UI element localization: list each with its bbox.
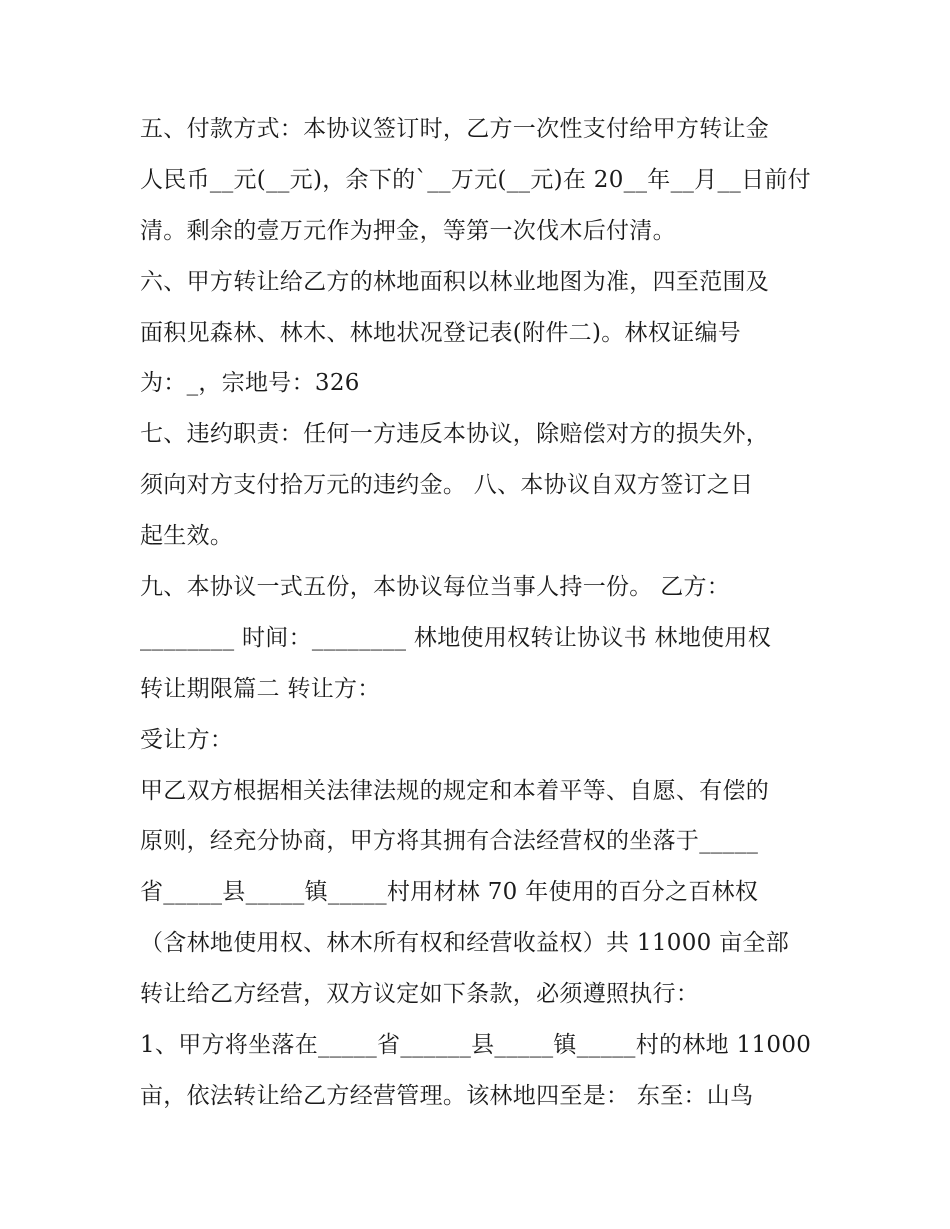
text-line: 六、甲方转让给乙方的林地面积以林业地图为准，四至范围及 (140, 268, 770, 295)
text-line: 受让方： (140, 726, 234, 753)
text-line: 转让期限篇二 转让方： (140, 675, 381, 702)
text-line: 1、甲方将坐落在_____省______县_____镇_____村的林地 11000 (140, 1032, 812, 1059)
text-line: ________ 时间：________ 林地使用权转让协议书 林地使用权 (140, 624, 772, 651)
text-line: 九、本协议一式五份，本协议每位当事人持一份。 乙方： (140, 574, 731, 601)
text-line: 起生效。 (140, 523, 234, 550)
text-line: 须向对方支付拾万元的违约金。 八、本协议自双方签订之日 (140, 472, 754, 499)
text-line: 省_____县_____镇_____村用材林 70 年使用的百分之百林权 (140, 879, 759, 906)
text-line: 人民币__元(__元)，余下的`__万元(__元)在 20__年__月__日前付 (140, 166, 811, 193)
text-line: 为：_，宗地号：326 (140, 370, 360, 397)
text-line: 面积见森林、林木、林地状况登记表(附件二)。林权证编号 (140, 319, 742, 346)
text-line: 清。剩余的壹万元作为押金，等第一次伐木后付清。 (140, 217, 676, 244)
text-line: 转让给乙方经营，双方议定如下条款，必须遵照执行： (140, 981, 700, 1008)
text-line: 五、付款方式：本协议签订时，乙方一次性支付给甲方转让金 (140, 116, 770, 142)
text-line: （含林地使用权、林木所有权和经营收益权）共 11000 亩全部 (140, 930, 790, 957)
text-line: 七、违约职责：任何一方违反本协议，除赔偿对方的损失外， (140, 421, 770, 448)
document-body (140, 104, 820, 1122)
text-line: 甲乙双方根据相关法律法规的规定和本着平等、自愿、有偿的 (140, 777, 770, 804)
text-line: 原则，经充分协商，甲方将其拥有合法经营权的坐落于_____ (140, 828, 759, 855)
text-line: 亩，依法转让给乙方经营管理。该林地四至是： 东至：山鸟 (140, 1082, 754, 1109)
